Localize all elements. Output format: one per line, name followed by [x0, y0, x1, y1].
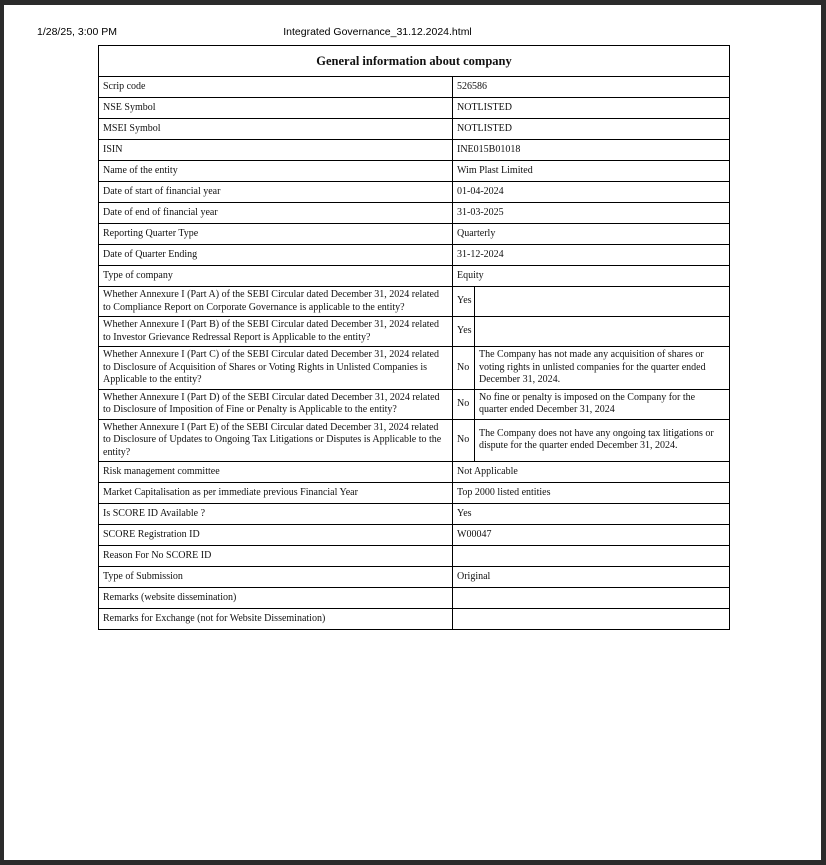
row-label: Risk management committee — [99, 462, 453, 483]
row-value — [453, 588, 730, 609]
row-label: MSEI Symbol — [99, 119, 453, 140]
annexure-label: Whether Annexure I (Part B) of the SEBI Circular dated December 31, 2024 related to Investor Grievance Redressal Report is Applicable to the entity? — [99, 317, 453, 347]
annexure-row — [99, 287, 730, 317]
table-row — [99, 245, 730, 266]
row-value: Quarterly — [453, 224, 730, 245]
row-value: Wim Plast Limited — [453, 161, 730, 182]
row-label: Name of the entity — [99, 161, 453, 182]
annexure-flag: No — [453, 419, 475, 462]
annexure-label: Whether Annexure I (Part A) of the SEBI Circular dated December 31, 2024 related to Compliance Report on Corporate Governance is applicable to the entity? — [99, 287, 453, 317]
row-value: INE015B01018 — [453, 140, 730, 161]
row-label: Reporting Quarter Type — [99, 224, 453, 245]
table-row — [99, 140, 730, 161]
annexure-remark — [475, 317, 730, 347]
annexure-remark: The Company has not made any acquisition of shares or voting rights in unlisted companies for the quarter ended December 31, 2024. — [475, 347, 730, 390]
row-value: NOTLISTED — [453, 119, 730, 140]
table-row — [99, 119, 730, 140]
print-datetime: 1/28/25, 3:00 PM — [37, 26, 117, 38]
row-label: Type of company — [99, 266, 453, 287]
row-value: 31-12-2024 — [453, 245, 730, 266]
table-row — [99, 161, 730, 182]
row-label: Is SCORE ID Available ? — [99, 504, 453, 525]
row-label: Date of start of financial year — [99, 182, 453, 203]
row-value: Equity — [453, 266, 730, 287]
row-value: Top 2000 listed entities — [453, 483, 730, 504]
annexure-flag: No — [453, 389, 475, 419]
row-label: ISIN — [99, 140, 453, 161]
annexure-row — [99, 419, 730, 462]
row-label: Type of Submission — [99, 567, 453, 588]
row-label: Reason For No SCORE ID — [99, 546, 453, 567]
row-value: Yes — [453, 504, 730, 525]
row-label: Remarks (website dissemination) — [99, 588, 453, 609]
annexure-flag: No — [453, 347, 475, 390]
row-value — [453, 546, 730, 567]
document-filename: Integrated Governance_31.12.2024.html — [283, 26, 472, 38]
table-title: General information about company — [99, 46, 730, 77]
table-row — [99, 609, 730, 630]
row-value: Not Applicable — [453, 462, 730, 483]
row-label: Scrip code — [99, 77, 453, 98]
annexure-remark: No fine or penalty is imposed on the Company for the quarter ended December 31, 2024 — [475, 389, 730, 419]
annexure-label: Whether Annexure I (Part C) of the SEBI Circular dated December 31, 2024 related to Disclosure of Acquisition of Shares or Voting Rights in Unlisted Companies is Applicable to the entity? — [99, 347, 453, 390]
annexure-row — [99, 389, 730, 419]
table-row — [99, 546, 730, 567]
row-value: 01-04-2024 — [453, 182, 730, 203]
annexure-row — [99, 347, 730, 390]
row-value: 31-03-2025 — [453, 203, 730, 224]
annexure-remark: The Company does not have any ongoing tax litigations or dispute for the quarter ended December 31, 2024. — [475, 419, 730, 462]
table-row — [99, 224, 730, 245]
table-row — [99, 525, 730, 546]
row-label: SCORE Registration ID — [99, 525, 453, 546]
table-row — [99, 98, 730, 119]
annexure-flag: Yes — [453, 287, 475, 317]
company-info-table — [98, 45, 730, 630]
table-row — [99, 483, 730, 504]
annexure-label: Whether Annexure I (Part E) of the SEBI Circular dated December 31, 2024 related to Disclosure of Updates to Ongoing Tax Litigations or Disputes is Applicable to the entity? — [99, 419, 453, 462]
row-label: Remarks for Exchange (not for Website Dissemination) — [99, 609, 453, 630]
row-label: Date of Quarter Ending — [99, 245, 453, 266]
table-row — [99, 203, 730, 224]
row-label: Market Capitalisation as per immediate previous Financial Year — [99, 483, 453, 504]
row-label: NSE Symbol — [99, 98, 453, 119]
row-value: NOTLISTED — [453, 98, 730, 119]
row-value: Original — [453, 567, 730, 588]
row-value: W00047 — [453, 525, 730, 546]
row-value — [453, 609, 730, 630]
annexure-label: Whether Annexure I (Part D) of the SEBI Circular dated December 31, 2024 related to Disclosure of Imposition of Fine or Penalty is Applicable to the entity? — [99, 389, 453, 419]
document-page — [4, 5, 821, 860]
annexure-remark — [475, 287, 730, 317]
row-label: Date of end of financial year — [99, 203, 453, 224]
annexure-flag: Yes — [453, 317, 475, 347]
table-row — [99, 77, 730, 98]
table-row — [99, 567, 730, 588]
table-row — [99, 504, 730, 525]
row-value: 526586 — [453, 77, 730, 98]
annexure-row — [99, 317, 730, 347]
table-row — [99, 462, 730, 483]
table-row — [99, 266, 730, 287]
table-row — [99, 182, 730, 203]
table-row — [99, 588, 730, 609]
